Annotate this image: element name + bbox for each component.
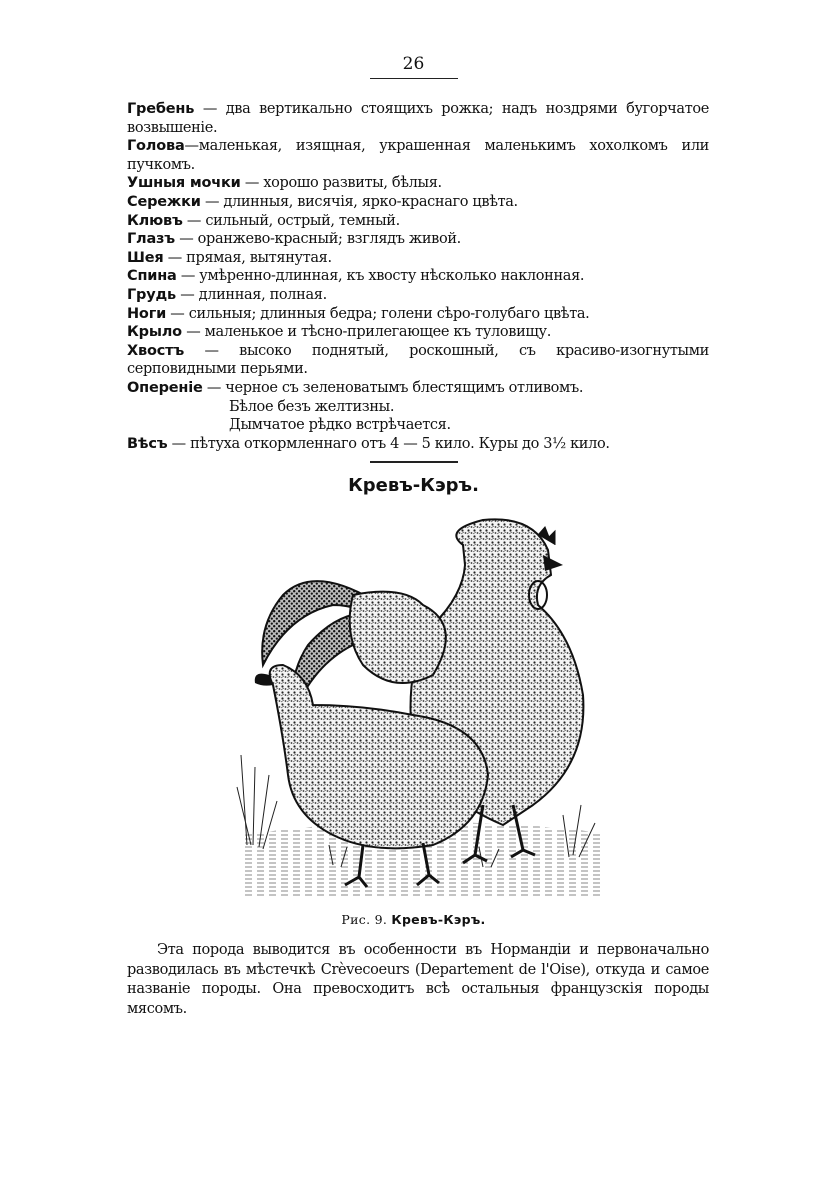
entry-term: Шея [127,249,164,266]
entry-comb [127,100,709,137]
entry-term: Опереніе [127,379,203,396]
section-divider [370,461,458,463]
page-number: 26 [402,54,425,74]
entry-text: сильныя; длинныя бедра; голени сѣро-голубаго цвѣта. [188,305,590,322]
entry-text: высоко поднятый, роскошный, съ красиво-изогнутыми серповидными перьями. [127,342,709,378]
entry-head [127,137,709,174]
breed-description-list [127,100,709,453]
entry-term: Голова [127,138,185,155]
entry-separator: — [202,379,226,396]
entry-term: Ушныя мочки [127,175,241,192]
entry-separator: — [181,324,205,341]
entry-legs [127,305,709,324]
plumage-variant-smoky: Дымчатое рѣдко встрѣчается. [229,417,451,434]
entry-separator: — [175,286,199,303]
entry-back [127,267,709,286]
crevecoeur-chickens-illustration [233,505,608,900]
entry-separator: — [166,305,189,322]
entry-text: оранжево-красный; взглядъ живой. [197,231,461,248]
entry-text: хорошо развиты, бѣлыя. [263,175,442,192]
entry-separator: — [163,249,187,266]
entry-term: Хвостъ [127,342,185,359]
entry-text: длинныя, висячія, ярко-краснаго цвѣта. [223,193,518,210]
caption-prefix: Рис. 9. [341,912,388,927]
entry-wattles [127,193,709,212]
entry-separator: — [184,342,240,359]
entry-breast [127,286,709,305]
entry-text: длинная, полная. [198,286,327,303]
entry-term: Крыло [127,324,182,341]
entry-term: Клювъ [127,212,183,229]
breed-paragraph: Эта порода выводится въ особенности въ Нормандіи и первоначально разводилась въ мѣстечкѣ Crèvecoeurs (Departement de l'Oise), откуда и самое названіе породы. Она превосходитъ всѣ остальныя французскія породы мясомъ. [127,942,709,1017]
entry-term: Спина [127,268,177,285]
entry-separator: — [194,101,226,117]
entry-term: Гребень [127,101,195,117]
entry-tail [127,342,709,379]
entry-separator: — [182,212,206,229]
entry-text: пѣтуха откормленнаго отъ 4 — 5 кило. Куры до 3½ кило. [190,435,610,452]
entry-term: Вѣсъ [127,435,168,452]
entry-text: два вертикально стоящихъ рожка; надъ ноздрями бугорчатое возвышеніе. [127,101,709,136]
entry-text: умѣренно-длинная, къ хвосту нѣсколько наклонная. [199,268,585,285]
entry-term: Глазъ [127,231,175,248]
entry-text: сильный, острый, темный. [205,212,400,229]
entry-separator: — [167,435,191,452]
entry-neck [127,249,709,268]
entry-separator: — [184,138,199,155]
section-title: Кревъ-Кэръ. [348,475,479,496]
entry-text: маленькая, изящная, украшенная маленькимъ хохолкомъ или пучкомъ. [127,138,709,173]
plumage-variant-white: Бѣлое безъ желтизны. [229,398,395,415]
entry-term: Грудь [127,286,176,303]
entry-term: Ноги [127,305,167,322]
entry-separator: — [176,268,200,285]
entry-text: маленькое и тѣсно-прилегающее къ туловищу. [204,324,551,341]
entry-separator: — [174,231,198,248]
entry-text: черное съ зеленоватымъ блестящимъ отливомъ. [225,379,584,396]
page-number-rule [370,78,458,79]
figure-caption [0,912,827,927]
entry-weight [127,435,709,454]
entry-eye [127,230,709,249]
entry-separator: — [240,175,264,192]
entry-text: прямая, вытянутая. [186,249,332,266]
entry-term: Сережки [127,193,201,210]
entry-separator: — [200,193,224,210]
caption-name: Кревъ-Кэръ. [391,912,486,927]
entry-earlobes [127,174,709,193]
entry-plumage [127,379,709,398]
entry-wing [127,323,709,342]
entry-beak [127,212,709,231]
